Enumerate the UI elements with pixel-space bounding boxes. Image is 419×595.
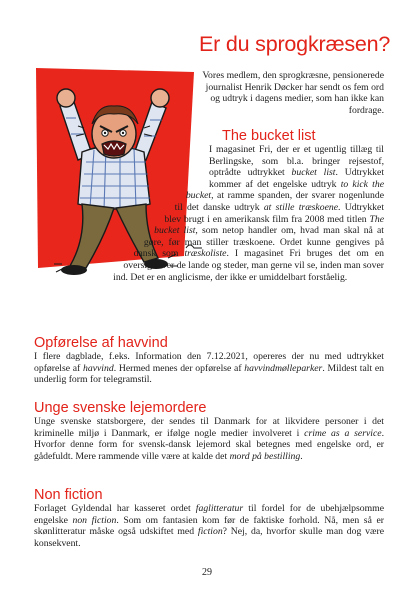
lejemordere-paragraph: Unge svenske statsborgere, der sendes til Danmark for at likvidere personer i det kriminelle miljø i Danmark, er ifølge nogle medier involveret i crime as a service. Hvorfor denne form for svensk-dansk lejemord skal betegnes med engelske ord, er gådefuldt. Mere rammende ville være at kalde det mord på bestilling. xyxy=(34,416,384,462)
left-fist xyxy=(57,89,75,107)
intro-paragraph: Vores medlem, den sprogkræsne, pensionerede journalist Henrik Døcker har sendt os fem ord og udtryk i dagens medier, som han ikke kan fordrage. xyxy=(202,70,384,116)
non-fiction-paragraph: Forlaget Gyldendal har kasseret ordet faglitteratur til fordel for de ubehjælpsomme engelske non fiction. Som om fantasien kom før de faktiske forhold. Nå, men så er skønlitteratur måske også udskiftet med fiction? Nej, da, hvorfor skulle man dog være konsekvent. xyxy=(34,503,384,549)
heading-havvind: Opførelse af havvind xyxy=(34,335,168,351)
bucket-list-paragraph: I magasinet Fri, der er et ugentlig tillæg til Berlingske, som bl.a. bringer rejsestof, optrådte udtrykket bucket list. Udtrykket kommer af det engelske udtryk to kick the bucket, at ramme spanden, der svarer nogenlunde til det danske udtryk at stille træskoene. Udtrykket blev brugt i en amerikansk film fra 2008 med titlen The bucket list, som netop handler om, hvad man skal nå at gøre, før man stiller træskoene. Ordet kunne gengives på dansk som træskoliste. I magasinet Fri bruges det om en oversigt over de lande og steder, man gerne vil se, inden man sover ind. Det er en anglicisme, der ikke er umiddelbart forståelig. xyxy=(113,144,385,283)
heading-non-fiction: Non fiction xyxy=(34,487,103,503)
page-title: Er du sprogkræsen? xyxy=(199,32,391,56)
page-number: 29 xyxy=(202,567,212,578)
heading-unge-svenske-lejemordere: Unge svenske lejemordere xyxy=(34,400,207,416)
right-fist xyxy=(151,89,169,107)
heading-bucket-list: The bucket list xyxy=(222,128,316,144)
havvind-paragraph: I flere dagblade, f.eks. Information den 7.12.2021, opereres der nu med udtrykket opførelse af havvind. Hermed menes der opførelse af havvindmølleparker. Mildest talt en underlig form for telegramstil. xyxy=(34,351,385,386)
